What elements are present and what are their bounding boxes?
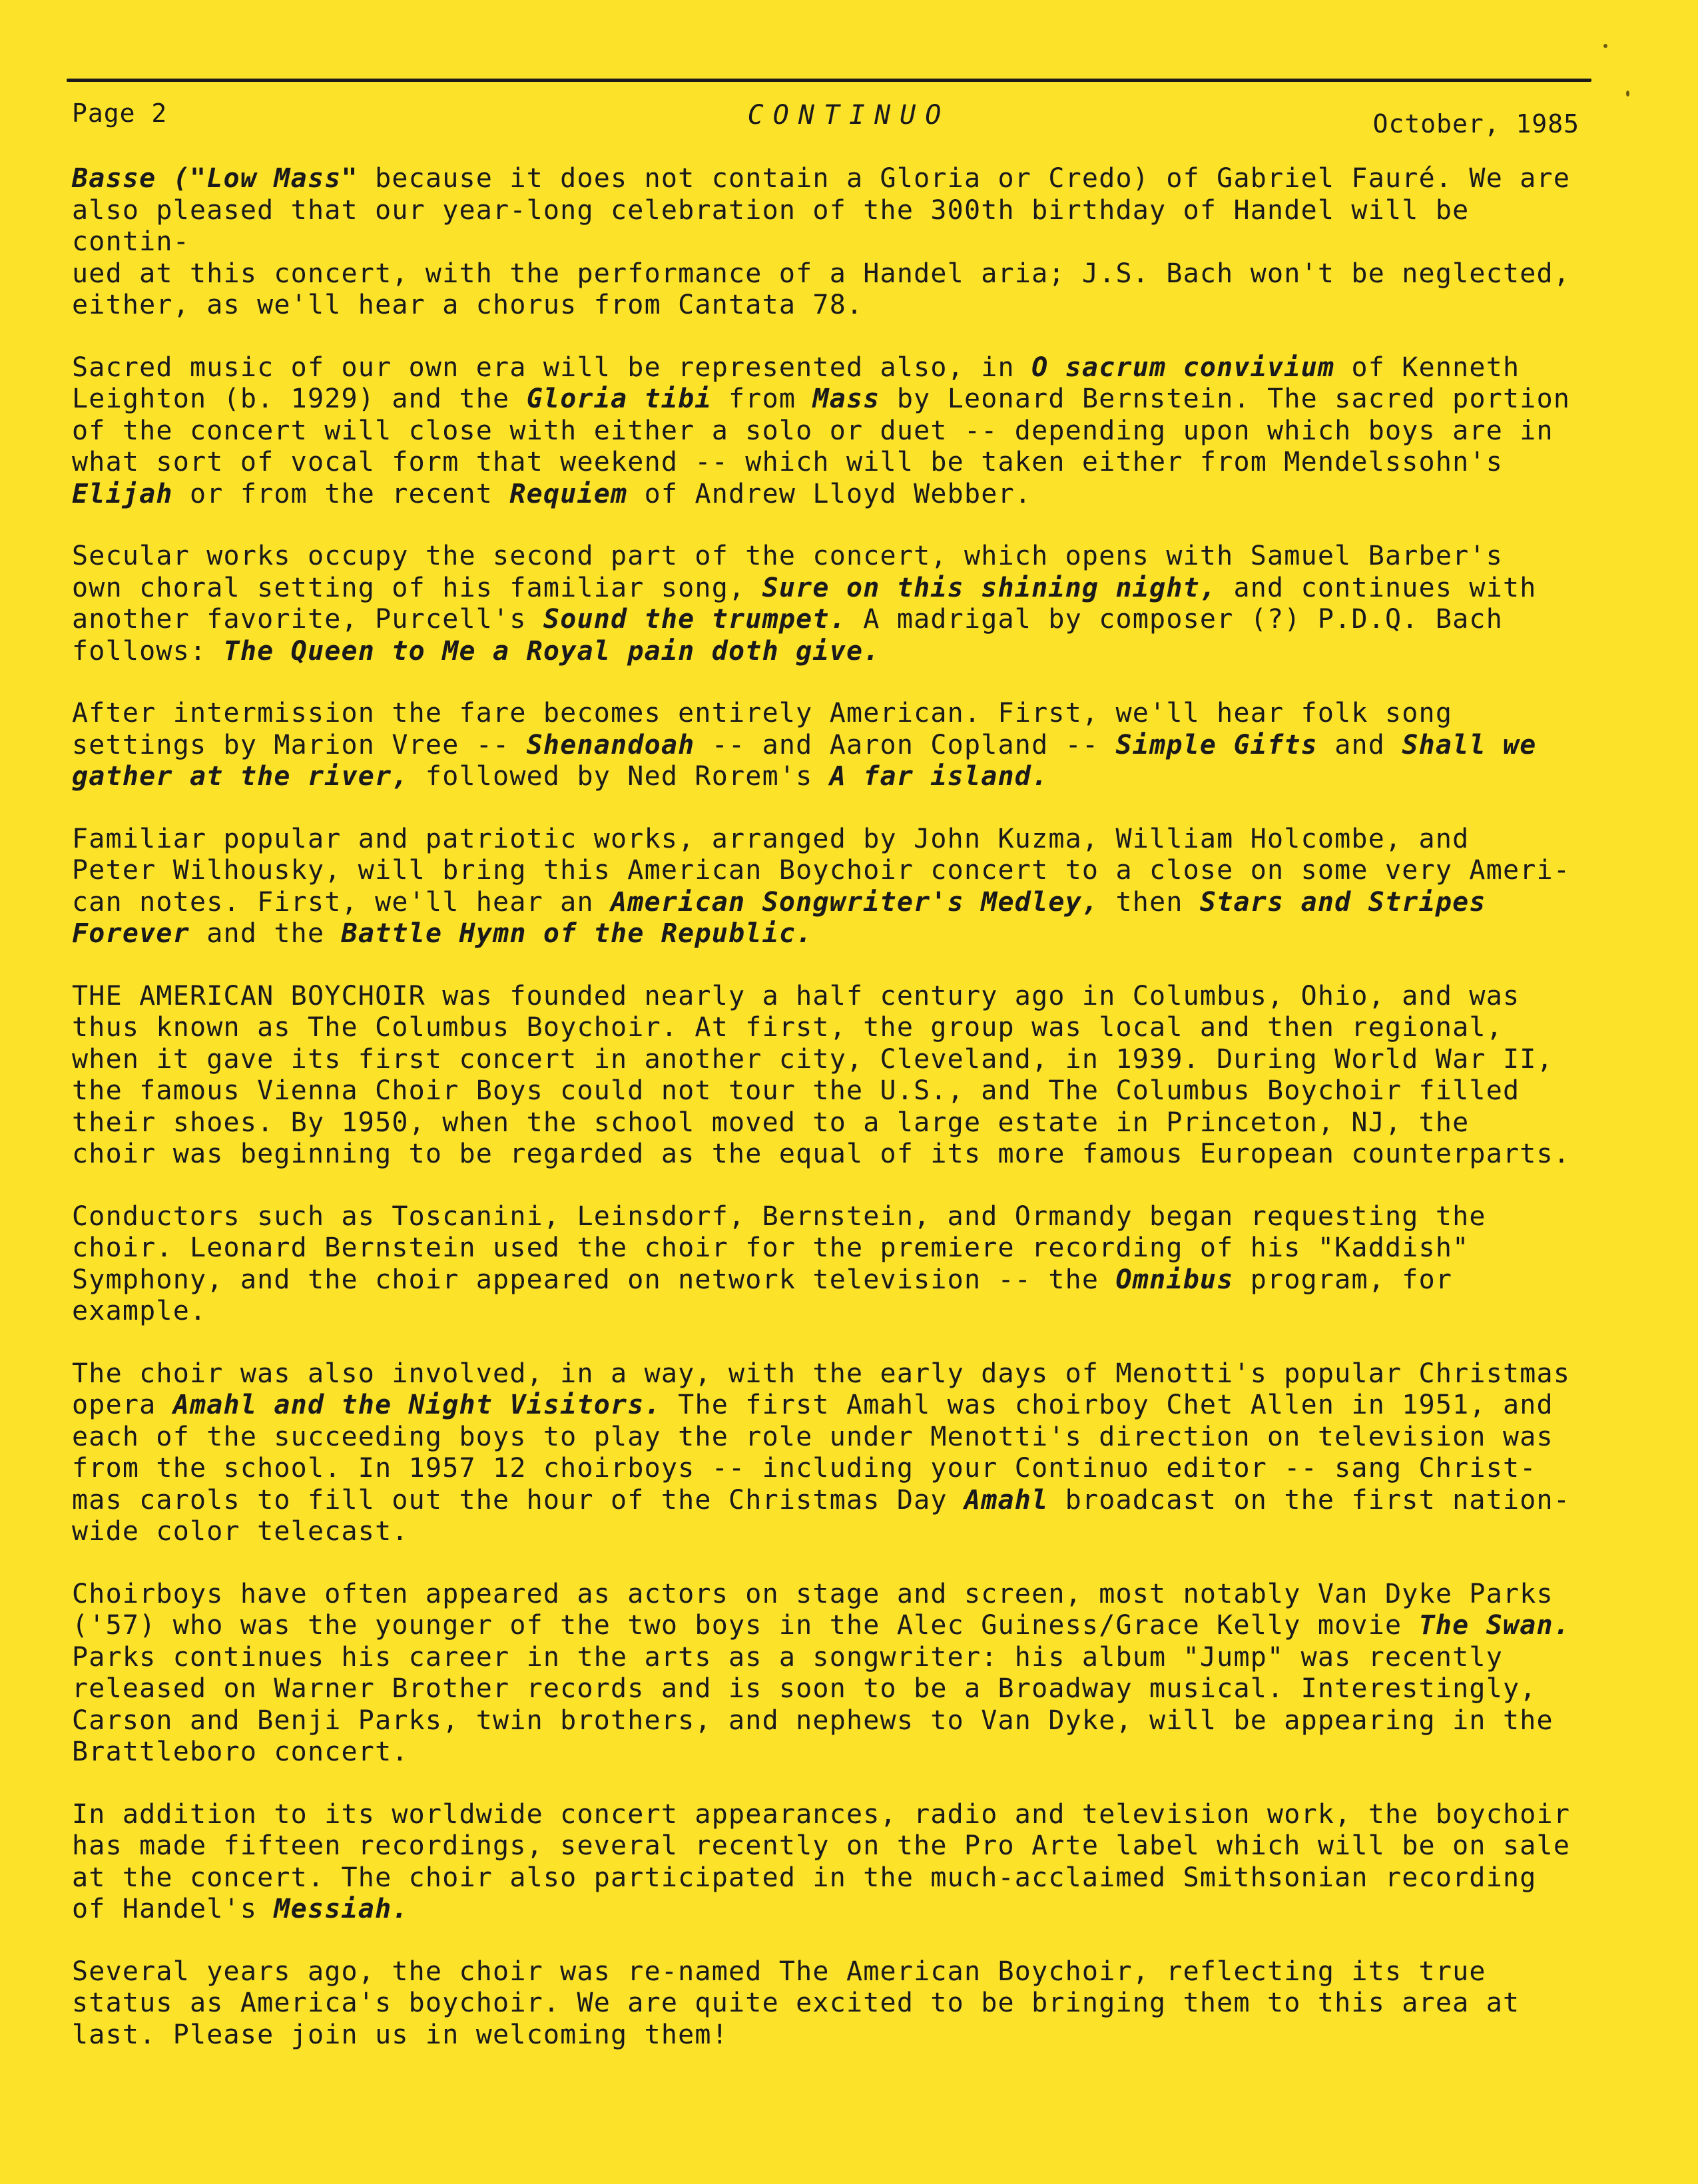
work-title: Requiem xyxy=(509,478,628,509)
work-title: Sound the trumpet. xyxy=(543,604,846,635)
work-title: The Swan. xyxy=(1418,1610,1571,1641)
work-title: American Songwriter's Medley, xyxy=(611,886,1099,918)
paragraph-text: broadcast on the first nation- wide color telecast. xyxy=(72,1484,1571,1547)
issue-date: October, 1985 xyxy=(1372,109,1579,138)
paragraph-text: followed by Ned Rorem's xyxy=(408,761,830,792)
paragraph-text: The first Amahl was choirboy Chet Allen in 1951, and each of the succeeding boys to play the role under Menotti's direction on television was from the school. In 1957 12 choirboys -- including your Continuo editor -- sang Christ- mas carols to fill out the hour of the Christmas Day xyxy=(72,1390,1554,1515)
paragraph-text: then xyxy=(1099,886,1200,918)
paragraph-text: of Kenneth Leighton (b. 1929) and the xyxy=(72,352,1520,414)
paragraph-text: because it does not contain a Gloria or Credo) of Gabriel Fauré. We are also pleased that our year-long celebration of the 300th birthday of Handel will be contin- ued at this concert, with the performance of a Handel aria; J.S. Bach won't be neglected, either, as we'll hear a chorus from Cantata 78. xyxy=(72,163,1571,320)
paragraph-text: Secular works occupy the second part of the concert, which opens with Samuel Barber's own choral setting of his familiar song, xyxy=(72,541,1503,603)
article-paragraph xyxy=(72,352,1603,511)
work-title: Battle Hymn of the Republic. xyxy=(341,918,813,949)
work-title: Amahl and the Night Visitors. xyxy=(172,1390,661,1420)
work-title: Shall we gather at the river, xyxy=(72,729,1537,792)
work-title: A far island. xyxy=(829,761,1049,792)
article-paragraph xyxy=(72,824,1603,950)
article-paragraph xyxy=(72,163,1603,322)
paragraph-text: and the xyxy=(189,918,342,949)
paragraph-text: After intermission the fare becomes entirely American. First, we'll hear folk song settings by Marion Vree -- xyxy=(72,698,1453,760)
paragraph-text: Familiar popular and patriotic works, arranged by John Kuzma, William Holcombe, and Peter Wilhousky, will bring this American Boychoir concert to a close on some very Ameri- can notes. First, we'll hear an xyxy=(72,823,1571,918)
work-title: Simple Gifts xyxy=(1115,729,1318,760)
article-paragraph xyxy=(72,1799,1603,1926)
work-title: Shenandoah xyxy=(526,729,695,760)
article-paragraph xyxy=(72,1956,1603,2051)
article-paragraph xyxy=(72,1579,1603,1769)
paragraph-text: Several years ago, the choir was re-named The American Boychoir, reflecting its true status as America's boychoir. We are quite excited to be bringing them to this area at last. Please join us in welcoming them! xyxy=(72,1956,1520,2050)
paragraph-text: and continues with another favorite, Purcell's xyxy=(72,572,1537,635)
paragraph-text: by Leonard Bernstein. The sacred portion of the concert will close with either a solo or duet -- depending upon which boys are in what sort of vocal form that weekend -- which will be taken either from Mendelssohn's xyxy=(72,384,1571,477)
paragraph-text: In addition to its worldwide concert appearances, radio and television work, the boychoir has made fifteen recordings, several recently on the Pro Arte label which will be on sale at the concert. The choir also participated in the much-acclaimed Smithsonian recording of Handel's xyxy=(72,1798,1571,1924)
work-title: Elijah xyxy=(72,478,173,509)
paragraph-text: and xyxy=(1317,729,1402,760)
paragraph-text: Sacred music of our own era will be represented also, in xyxy=(72,352,1032,383)
work-title: Omnibus xyxy=(1115,1264,1234,1295)
article-paragraph xyxy=(72,1201,1603,1328)
work-title: Stars and Stripes Forever xyxy=(72,886,1486,949)
paragraph-text: Conductors such as Toscanini, Leinsdorf, Bernstein, and Ormandy began requesting the choir. Leonard Bernstein used the choir for the premiere recording of his "Kaddish" Symphony, and the choir appeared on network television -- the xyxy=(72,1201,1486,1295)
paragraph-text: or from the recent xyxy=(172,478,510,509)
work-title: The Queen to Me a Royal pain doth give. xyxy=(223,635,880,667)
paragraph-text: from xyxy=(711,384,813,414)
work-title: Messiah. xyxy=(274,1894,409,1924)
paragraph-text: THE AMERICAN BOYCHOIR was founded nearly a half century ago in Columbus, Ohio, and was thus known as The Columbus Boychoir. At first, the group was local and then regional, when it gave its first concert in another city, Cleveland, in 1939. During World War II, the famous Vienna Choir Boys could not tour the U.S., and The Columbus Boychoir filled their shoes. By 1950, when the school moved to a large estate in Princeton, NJ, the choir was beginning to be regarded as the equal of its more famous European counterparts. xyxy=(72,980,1571,1169)
work-title: Sure on this shining night, xyxy=(762,572,1217,603)
paragraph-text: -- and Aaron Copland -- xyxy=(695,729,1116,760)
work-title: O sacrum convivium xyxy=(1031,352,1335,383)
newsletter-title: CONTINUO xyxy=(747,100,951,131)
paper-specks xyxy=(1591,27,1645,107)
paragraph-text: A madrigal by composer (?) P.D.Q. Bach follows: xyxy=(72,604,1503,667)
article-paragraph xyxy=(72,698,1603,793)
paragraph-text: of Andrew Lloyd Webber. xyxy=(627,478,1032,509)
page-number: Page 2 xyxy=(72,99,168,128)
paragraph-text: Choirboys have often appeared as actors on stage and screen, most notably Van Dyke Parks ('57) who was the younger of the two boys in the Alec Guiness/Grace Kelly movie xyxy=(72,1578,1554,1641)
work-title: Mass xyxy=(812,384,880,414)
paragraph-text: program, for example. xyxy=(72,1264,1453,1326)
work-title: Basse ("Low Mass" xyxy=(72,163,358,194)
paragraph-text: Parks continues his career in the arts as a songwriter: his album "Jump" was recently released on Warner Brother records and is soon to be a Broadway musical. Interestingly, Carson and Benji Parks, twin brothers, and nephews to Van Dyke, will be appearing in the Brattleboro concert. xyxy=(72,1641,1554,1767)
article-paragraph xyxy=(72,541,1603,667)
work-title: Gloria tibi xyxy=(526,384,712,414)
article-body xyxy=(72,163,1603,2081)
paragraph-text: The choir was also involved, in a way, with the early days of Menotti's popular Christmas opera xyxy=(72,1358,1571,1420)
work-title: Amahl xyxy=(964,1484,1049,1515)
header-top-rule xyxy=(67,79,1591,82)
article-paragraph xyxy=(72,981,1603,1171)
article-paragraph xyxy=(72,1358,1603,1548)
